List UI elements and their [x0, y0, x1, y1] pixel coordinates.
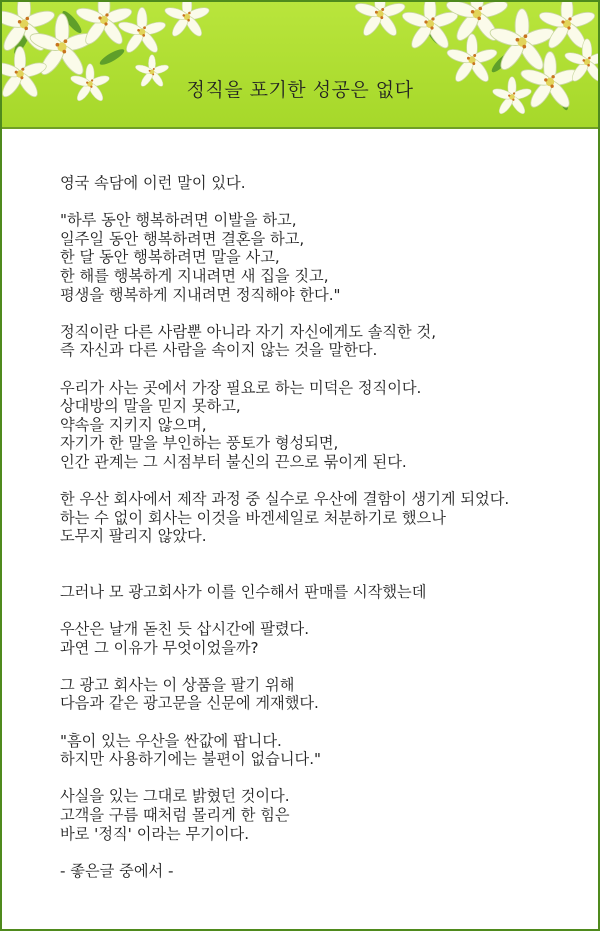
paragraph: 영국 속담에 이런 말이 있다. [60, 174, 246, 192]
header-banner [2, 2, 598, 129]
source-attribution: - 좋은글 중에서 - [60, 861, 174, 880]
paragraph: "흠이 있는 우산을 싼값에 팝니다. 하지만 사용하기에는 불편이 없습니다." [60, 731, 322, 769]
paragraph: 우리가 사는 곳에서 가장 필요로 하는 미덕은 정직이다. 상대방의 말을 믿지 못하고, 약속을 지키지 않으며, 자기가 한 말을 부인하는 풍토가 형성되면, 인간 관계는 그 시점부터 불신의 끈으로 묶이게 된다. [60, 378, 422, 471]
paragraph: 그러나 모 광고회사가 이를 인수해서 판매를 시작했는데 [60, 582, 427, 601]
paragraph: 우산은 날개 돋친 듯 삽시간에 팔렸다. 과연 그 이유가 무엇이었을까? [60, 620, 310, 657]
article-body [60, 174, 590, 899]
paragraph: 정직이란 다른 사람뿐 아니라 자기 자신에게도 솔직한 것, 즉 자신과 다른 사람을 속이지 않는 것을 말한다. [60, 322, 437, 360]
lily-flowers-decoration [2, 2, 598, 127]
paragraph: 한 우산 회사에서 제작 과정 중 실수로 우산에 결함이 생기게 되었다. 하는 수 없이 회사는 이것을 바겐세일로 처분하기로 했으나 도무지 팔리지 않았다. [60, 490, 510, 546]
page-title: 정직을 포기한 성공은 없다 [186, 79, 414, 101]
paragraph: 그 광고 회사는 이 상품을 팔기 위해 다음과 같은 광고문을 신문에 게재했다. [60, 675, 319, 713]
paragraph: "하루 동안 행복하려면 이발을 하고, 일주일 동안 행복하려면 결혼을 하고, 한 달 동안 행복하려면 말을 사고, 한 해를 행복하게 지내려면 새 집을 짓고, 평생을 행복하게 지내려면 정직해야 한다." [60, 211, 341, 304]
paragraph: 사실을 있는 그대로 밝혔던 것이다. 고객을 구름 때처럼 몰리게 한 힘은 바로 '정직' 이라는 무기이다. [60, 787, 290, 843]
